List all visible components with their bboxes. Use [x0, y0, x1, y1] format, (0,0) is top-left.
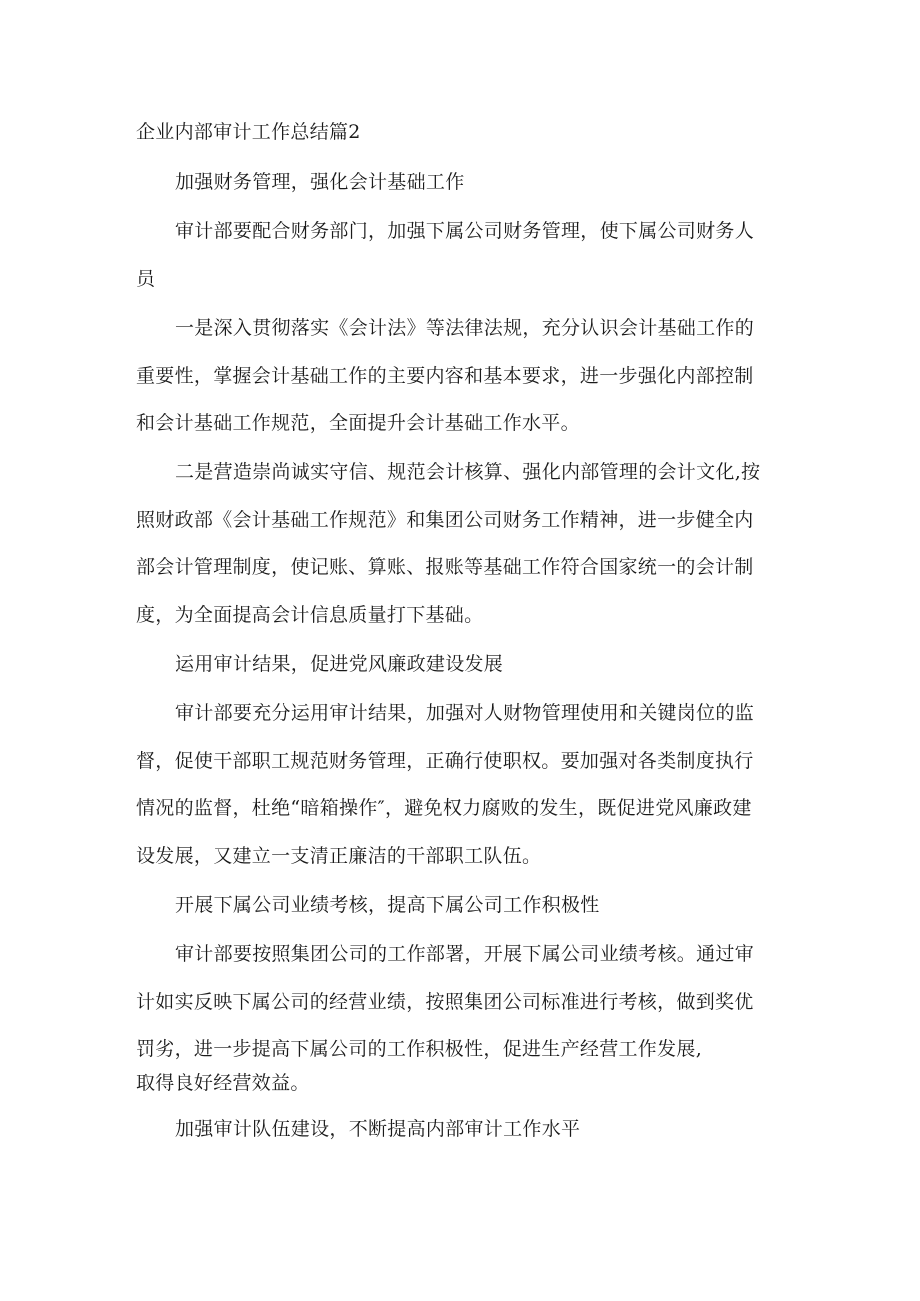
- section-heading: 运用审计结果，促进党风廉政建设发展: [175, 653, 504, 675]
- paragraph-line: 督，促使干部职工规范财务管理，正确行使职权。要加强对各类制度执行: [136, 750, 754, 772]
- paragraph-line: 罚劣，进一步提高下属公司的工作积极性，促进生产经营工作发展,: [136, 1038, 703, 1060]
- paragraph-line: 重要性，掌握会计基础工作的主要内容和基本要求，进一步强化内部控制: [136, 365, 754, 387]
- paragraph-line: 情况的监督，杜绝“暗箱操作″，避免权力腐败的发生，既促进党风廉政建: [136, 797, 752, 819]
- paragraph-line: 取得良好经营效益。: [136, 1072, 310, 1094]
- paragraph-line: 度，为全面提高会计信息质量打下基础。: [136, 604, 484, 626]
- paragraph-line: 审计部要按照集团公司的工作部署，开展下属公司业绩考核。通过审: [175, 943, 755, 965]
- paragraph-line: 和会计基础工作规范，全面提升会计基础工作水平。: [136, 412, 580, 434]
- section-heading: 开展下属公司业绩考核，提高下属公司工作积极性: [175, 894, 600, 916]
- paragraph-line: 设发展，又建立一支清正廉洁的干部职工队伍。: [136, 845, 542, 867]
- section-heading: 加强审计队伍建设，不断提高内部审计工作水平: [175, 1118, 581, 1140]
- page-title: 企业内部审计工作总结篇2: [136, 121, 361, 143]
- paragraph-line: 照财政部《会计基础工作规范》和集团公司财务工作精神，进一步健全内: [136, 509, 754, 531]
- paragraph-line: 员: [136, 268, 156, 290]
- paragraph-line: 计如实反映下属公司的经营业绩，按照集团公司标准进行考核，做到奖优: [136, 991, 754, 1013]
- paragraph-line: 审计部要配合财务部门，加强下属公司财务管理，使下属公司财务人: [175, 220, 755, 242]
- paragraph-line: 二是营造崇尚诚实守信、规范会计核算、强化内部管理的会计文化,按: [175, 461, 761, 483]
- paragraph-line: 部会计管理制度，使记账、算账、报账等基础工作符合国家统一的会计制: [136, 556, 754, 578]
- paragraph-line: 审计部要充分运用审计结果，加强对人财物管理使用和关键岗位的监: [175, 702, 755, 724]
- paragraph-line: 一是深入贯彻落实《会计法》等法律法规，充分认识会计基础工作的: [175, 317, 755, 339]
- section-heading: 加强财务管理，强化会计基础工作: [175, 171, 465, 193]
